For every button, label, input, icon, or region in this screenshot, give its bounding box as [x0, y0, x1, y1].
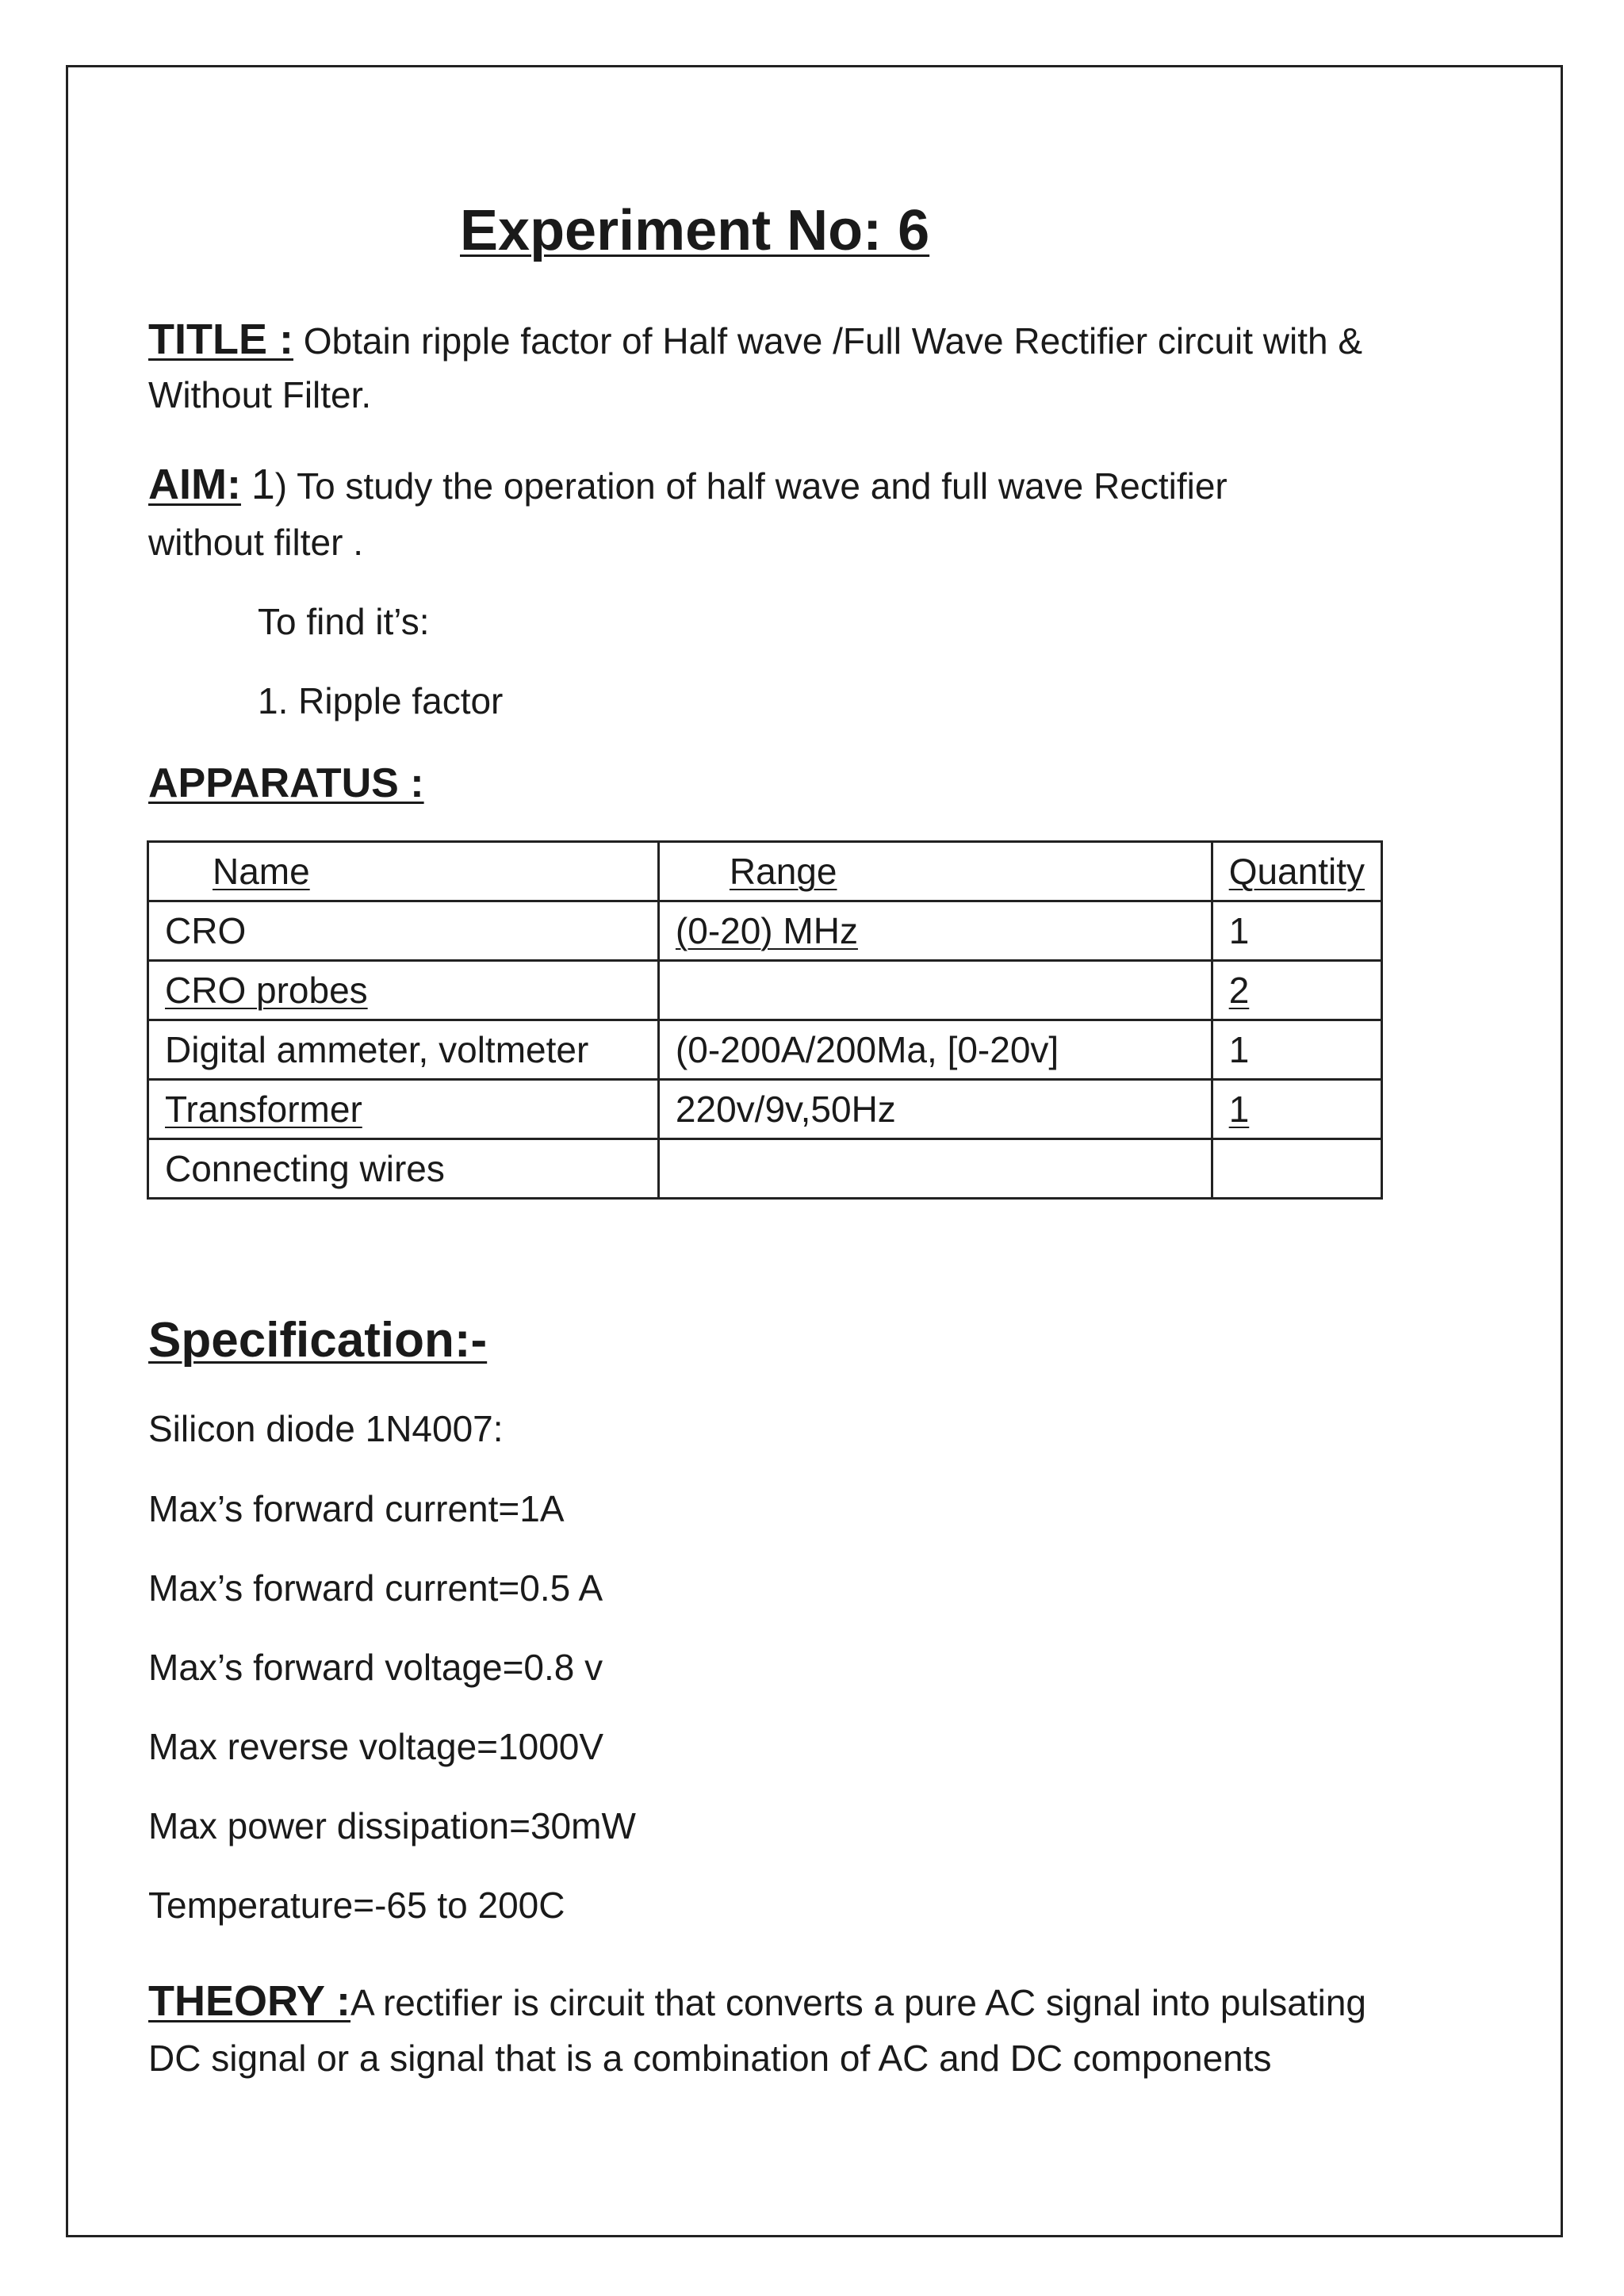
cell-range	[658, 1139, 1212, 1199]
spec-line: Silicon diode 1N4007:	[148, 1408, 504, 1449]
aim-line-1	[148, 456, 1228, 515]
column-header-range: Range	[658, 842, 1212, 901]
column-header-quantity: Quantity	[1212, 842, 1381, 901]
aim-line-2	[148, 514, 363, 571]
theory-text-2: DC signal or a signal that is a combination of AC and DC components	[148, 2038, 1272, 2079]
cell-range: (0-200A/200Ma, [0-20v]	[658, 1020, 1212, 1080]
aim-label: AIM:	[148, 461, 241, 508]
aim-text: ) To study the operation of half wave and full wave Rectifier	[274, 465, 1228, 507]
cell-quantity: 1	[1212, 1020, 1381, 1080]
table-row	[148, 901, 1382, 961]
cell-quantity: 1	[1212, 1080, 1381, 1139]
cell-quantity: 1	[1212, 901, 1381, 961]
table-row	[148, 1020, 1382, 1080]
spec-line: Temperature=-65 to 200C	[148, 1885, 565, 1926]
find-item-1: 1. Ripple factor	[258, 680, 504, 721]
spec-line: Max’s forward current=1A	[148, 1488, 565, 1529]
table-row	[148, 961, 1382, 1020]
spec-line: Max power dissipation=30mW	[148, 1805, 636, 1846]
table-row	[148, 1080, 1382, 1139]
title-label: TITLE :	[148, 316, 293, 363]
cell-name: CRO	[148, 901, 659, 961]
cell-range	[658, 961, 1212, 1020]
cell-quantity	[1212, 1139, 1381, 1199]
page-title: Experiment No: 6	[460, 199, 930, 262]
cell-name: Digital ammeter, voltmeter	[148, 1020, 659, 1080]
theory-line-2	[148, 2030, 1272, 2087]
title-line-2	[148, 366, 371, 423]
cell-name: Connecting wires	[148, 1139, 659, 1199]
column-header-name: Name	[148, 842, 659, 901]
aim-number: 1	[251, 461, 275, 508]
find-label: To find it’s:	[258, 601, 430, 642]
title-text-2: Without Filter.	[148, 374, 372, 415]
specification-label: Specification:-	[148, 1313, 488, 1368]
cell-quantity: 2	[1212, 961, 1381, 1020]
apparatus-label: APPARATUS :	[148, 760, 424, 806]
spec-line: Max reverse voltage=1000V	[148, 1726, 604, 1767]
cell-name: CRO probes	[148, 961, 659, 1020]
cell-range: 220v/9v,50Hz	[658, 1080, 1212, 1139]
cell-range: (0-20) MHz	[658, 901, 1212, 961]
title-line-1	[148, 311, 1362, 369]
theory-line-1	[148, 1973, 1366, 2031]
table-header-row	[148, 842, 1382, 901]
spec-line: Max’s forward voltage=0.8 v	[148, 1647, 603, 1688]
theory-text: A rectifier is circuit that converts a pure AC signal into pulsating	[350, 1982, 1366, 2023]
theory-label: THEORY :	[148, 1977, 351, 2025]
title-text: Obtain ripple factor of Half wave /Full Wave Rectifier circuit with &	[303, 320, 1363, 362]
apparatus-table	[147, 840, 1383, 1200]
aim-text-2: without filter .	[148, 522, 363, 563]
table-row	[148, 1139, 1382, 1199]
spec-line: Max’s forward current=0.5 A	[148, 1567, 603, 1609]
cell-name: Transformer	[148, 1080, 659, 1139]
